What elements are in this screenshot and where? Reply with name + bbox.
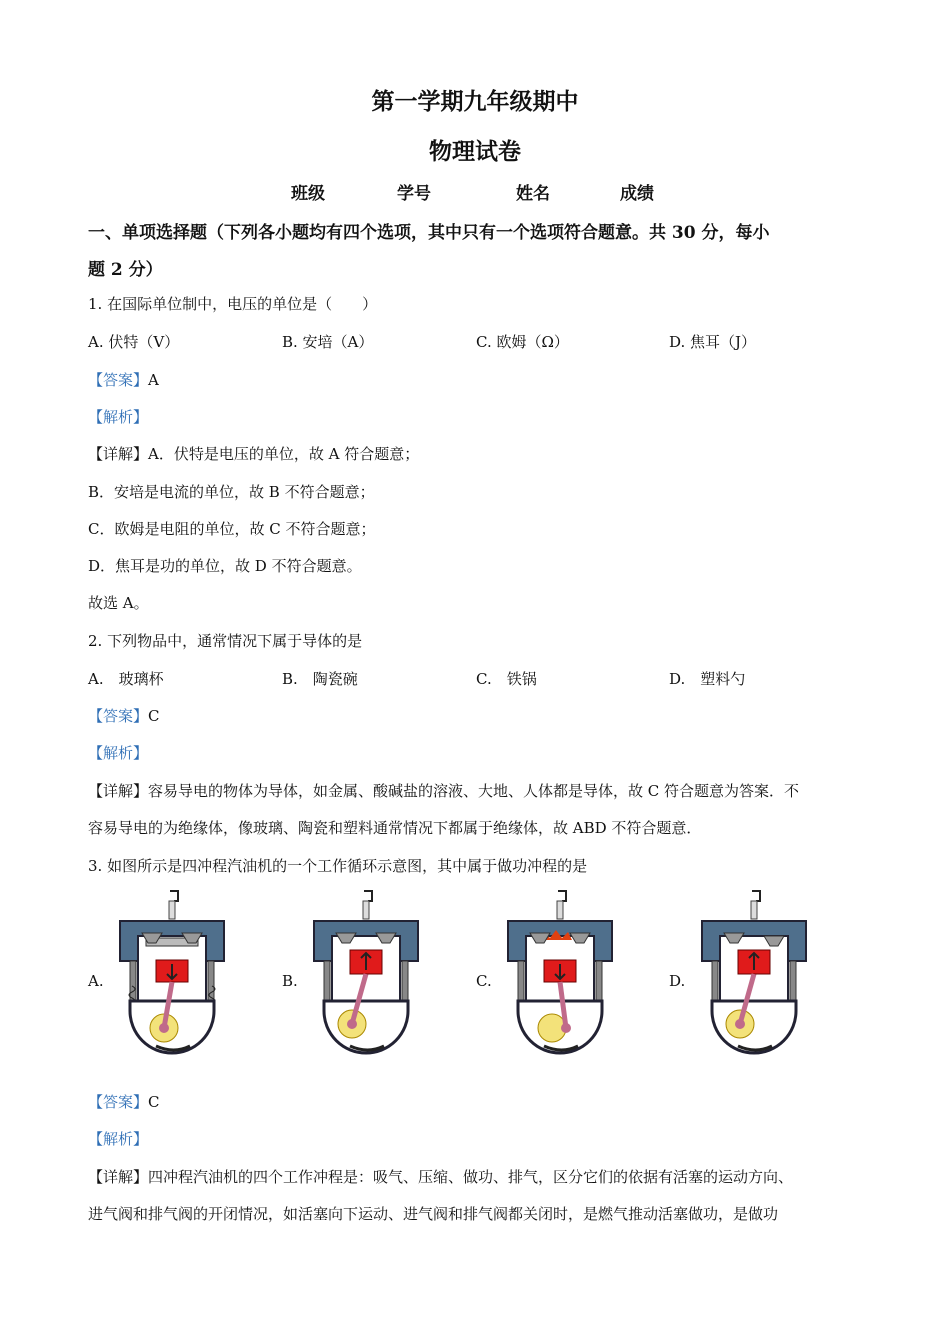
detail-tag: 【详解】 bbox=[88, 782, 149, 800]
q3-detail bbox=[88, 1166, 793, 1187]
q2-option-d: D. 塑料勺 bbox=[669, 670, 746, 688]
q3-option-d: D. bbox=[669, 972, 686, 990]
engine-diagram-d bbox=[694, 886, 814, 1066]
q2-detail bbox=[88, 780, 799, 801]
answer-value: C bbox=[148, 1093, 160, 1111]
q1-detail-line: C．欧姆是电阻的单位，故 C 不符合题意； bbox=[88, 520, 376, 538]
q1-option-d: D. 焦耳（J） bbox=[669, 333, 757, 351]
page-subtitle: 物理试卷 bbox=[429, 138, 521, 165]
answer-tag: 【答案】 bbox=[88, 1093, 149, 1111]
q2-analysis-tag: 【解析】 bbox=[88, 744, 149, 762]
q3-analysis-tag: 【解析】 bbox=[88, 1130, 149, 1148]
detail-tag: 【详解】 bbox=[88, 445, 149, 463]
q1-option-b: B. 安培（A） bbox=[282, 333, 374, 351]
detail-line: A．伏特是电压的单位，故 A 符合题意； bbox=[148, 445, 420, 463]
engine-diagram-c bbox=[500, 886, 620, 1066]
q3-option-c: C. bbox=[476, 972, 492, 990]
detail-line: 四冲程汽油机的四个工作冲程是：吸气、压缩、做功、排气，区分它们的依据有活塞的运动方向、 bbox=[148, 1168, 794, 1186]
answer-value: C bbox=[148, 707, 160, 725]
detail-line: 容易导电的物体为导体，如金属、酸碱盐的溶液、大地、人体都是导体，故 C 符合题意为答案．不 bbox=[148, 782, 800, 800]
answer-tag: 【答案】 bbox=[88, 371, 149, 389]
q2-option-a: A. 玻璃杯 bbox=[88, 670, 164, 688]
q1-answer bbox=[88, 369, 159, 390]
class-label: 班级 bbox=[291, 184, 325, 204]
section-heading-cont: 题 2 分） bbox=[88, 260, 163, 280]
engine-diagram-b bbox=[306, 886, 426, 1066]
number-label: 学号 bbox=[397, 184, 431, 204]
q1-detail-line: B．安培是电流的单位，故 B 不符合题意； bbox=[88, 483, 375, 501]
q1-detail bbox=[88, 443, 419, 464]
q1-option-a: A. 伏特（V） bbox=[88, 333, 180, 351]
q2-detail-line: 容易导电的为绝缘体，像玻璃、陶瓷和塑料通常情况下都属于绝缘体，故 ABD 不符合题意． bbox=[88, 819, 702, 837]
q1-stem: 1. 在国际单位制中，电压的单位是（ ） bbox=[88, 295, 378, 313]
q3-answer bbox=[88, 1091, 160, 1112]
q1-analysis-tag: 【解析】 bbox=[88, 408, 149, 426]
q2-answer bbox=[88, 705, 160, 726]
q3-option-a: A. bbox=[88, 972, 104, 990]
answer-tag: 【答案】 bbox=[88, 707, 149, 725]
q3-stem: 3. 如图所示是四冲程汽油机的一个工作循环示意图，其中属于做功冲程的是 bbox=[88, 857, 588, 875]
engine-diagram-a bbox=[112, 886, 232, 1066]
name-label: 姓名 bbox=[516, 184, 550, 204]
page-title: 第一学期九年级期中 bbox=[371, 88, 579, 115]
q1-option-c: C. 欧姆（Ω） bbox=[476, 333, 569, 351]
q2-option-b: B. 陶瓷碗 bbox=[282, 670, 358, 688]
q1-detail-line: D．焦耳是功的单位，故 D 不符合题意。 bbox=[88, 557, 362, 575]
q2-option-c: C. 铁锅 bbox=[476, 670, 537, 688]
detail-tag: 【详解】 bbox=[88, 1168, 149, 1186]
q1-conclusion: 故选 A。 bbox=[88, 594, 149, 612]
section-heading: 一、单项选择题（下列各小题均有四个选项，其中只有一个选项符合题意。共 30 分，每小 bbox=[88, 223, 770, 243]
q3-option-b: B. bbox=[282, 972, 298, 990]
q3-detail-line: 进气阀和排气阀的开闭情况，如活塞向下运动、进气阀和排气阀都关闭时，是燃气推动活塞做功，是做功 bbox=[88, 1205, 779, 1223]
score-label: 成绩 bbox=[620, 184, 654, 204]
answer-value: A bbox=[148, 371, 159, 389]
q2-stem: 2. 下列物品中，通常情况下属于导体的是 bbox=[88, 632, 363, 650]
